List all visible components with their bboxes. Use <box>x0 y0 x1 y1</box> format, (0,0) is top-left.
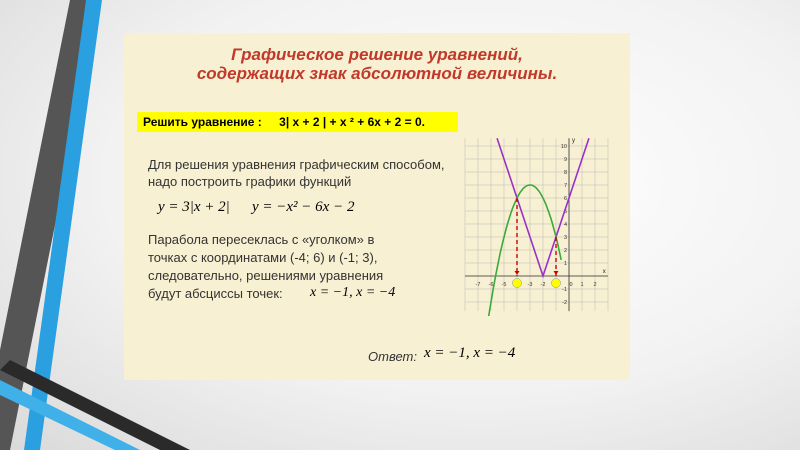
text-line-1: Парабола пересеклась с «уголком» в <box>148 232 375 247</box>
graph-axes <box>465 138 608 311</box>
y-tick-label: 3 <box>563 235 567 241</box>
x-tick-label: 1 <box>580 282 584 288</box>
parabola-curve <box>485 185 562 316</box>
function-abs: y = 3|x + 2| <box>158 199 230 215</box>
x-tick-label: -5 <box>501 282 507 288</box>
y-tick-label: 8 <box>563 170 567 176</box>
roots-formula: x = −1, x = −4 <box>310 285 396 300</box>
y-tick-label: 5 <box>563 209 567 215</box>
slide-content <box>124 33 630 380</box>
root-marker <box>552 279 561 288</box>
y-tick-label: 10 <box>560 144 567 150</box>
text-line-2: точках с координатами (-4; 6) и (-1; 3), <box>148 250 378 265</box>
y-tick-label: 6 <box>563 196 567 202</box>
y-tick-label: 1 <box>563 261 567 267</box>
task-label: Решить уравнение : <box>143 115 262 129</box>
slide-title <box>124 45 630 83</box>
x-tick-label: -7 <box>475 282 481 288</box>
guide-arrowhead <box>554 271 559 275</box>
y-tick-label: 7 <box>563 183 567 189</box>
text-line-3: следовательно, решениями уравнения <box>148 268 384 283</box>
guide-arrowhead <box>515 271 520 275</box>
title-line-2: содержащих знак абсолютной величины. <box>196 64 558 83</box>
x-tick-label: 0 <box>569 282 573 288</box>
y-tick-label: -2 <box>562 300 567 306</box>
text-line-4: будут абсциссы точек: <box>148 286 283 301</box>
x-tick-label: -3 <box>527 282 533 288</box>
x-axis-label: x <box>602 269 606 275</box>
intro-line-1: Для решения уравнения графическим способом, <box>148 157 445 172</box>
y-tick-label: 9 <box>563 157 567 163</box>
y-tick-label: 2 <box>563 248 567 254</box>
x-tick-label: -2 <box>540 282 546 288</box>
function-parabola: y = −x² − 6x − 2 <box>252 199 355 215</box>
task-banner <box>137 112 458 132</box>
answer-label: Ответ: <box>368 349 417 364</box>
root-marker <box>513 279 522 288</box>
x-tick-label: -6 <box>488 282 494 288</box>
intro-line-2: надо построить графики функций <box>148 174 352 189</box>
y-tick-label: 4 <box>563 222 567 228</box>
answer-value: x = −1, x = −4 <box>424 345 516 361</box>
graph-grid <box>465 138 608 311</box>
y-axis-label: y <box>572 138 575 145</box>
title-line-1: Графическое решение уравнений, <box>231 45 523 64</box>
y-tick-label: -1 <box>562 287 567 293</box>
x-tick-label: 2 <box>593 282 597 288</box>
task-equation: 3| x + 2 | + x ² + 6x + 2 = 0. <box>279 115 425 129</box>
function-graph <box>456 130 616 316</box>
